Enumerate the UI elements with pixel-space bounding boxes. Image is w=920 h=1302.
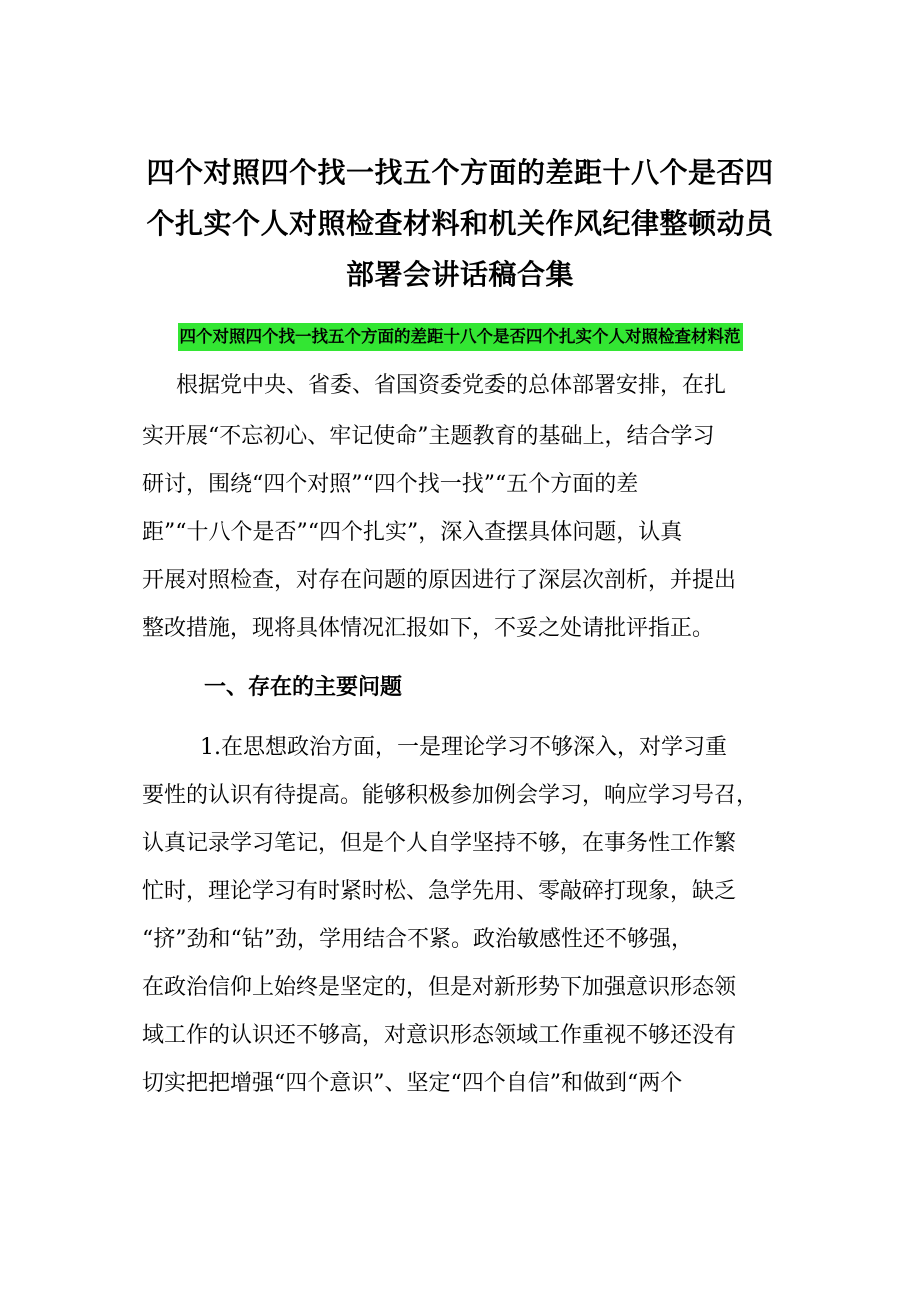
title-line: 个扎实个人对照检查材料和机关作风纪律整顿动员 <box>146 207 774 240</box>
body-line: 切实把把增强“四个意识”、坚定“四个自信”和做到“两个 <box>142 1071 683 1096</box>
document-title <box>120 147 800 300</box>
intro-line: 实开展“不忘初心、牢记使命”主题教育的基础上，结合学习 <box>142 424 715 449</box>
highlighted-subtitle: 四个对照四个找一找五个方面的差距十八个是否四个扎实个人对照检查材料范 <box>178 323 743 351</box>
body-line: 忙时，理论学习有时紧时松、急学先用、零敲碎打现象，缺乏 <box>142 879 737 904</box>
intro-line: 研讨，围绕“四个对照”“四个找一找”“五个方面的差 <box>142 472 639 497</box>
body-line: 要性的认识有待提高。能够积极参加例会学习，响应学习号召， <box>142 783 759 808</box>
intro-line: 根据党中央、省委、省国资委党委的总体部署安排，在扎 <box>176 373 727 398</box>
body-line: 在政治信仰上始终是坚定的，但是对新形势下加强意识形态领 <box>142 975 737 1000</box>
intro-line: 整改措施，现将具体情况汇报如下，不妥之处请批评指正。 <box>142 616 715 641</box>
title-line: 四个对照四个找一找五个方面的差距十八个是否四 <box>146 156 774 189</box>
body-line: 1.在思想政治方面，一是理论学习不够深入，对学习重 <box>200 735 727 760</box>
body-line: 认真记录学习笔记，但是个人自学坚持不够，在事务性工作繁 <box>142 831 737 856</box>
section-heading: 一、存在的主要问题 <box>204 675 403 700</box>
body-line: 域工作的认识还不够高，对意识形态领域工作重视不够还没有 <box>142 1023 737 1048</box>
body-line: “挤”劲和“钻”劲，学用结合不紧。政治敏感性还不够强， <box>142 927 693 952</box>
intro-line: 开展对照检查，对存在问题的原因进行了深层次剖析，并提出 <box>142 568 737 593</box>
subtitle-container <box>0 323 920 351</box>
title-line: 部署会讲话稿合集 <box>345 258 574 291</box>
intro-line: 距”“十八个是否”“四个扎实”，深入查摆具体问题，认真 <box>142 520 683 545</box>
